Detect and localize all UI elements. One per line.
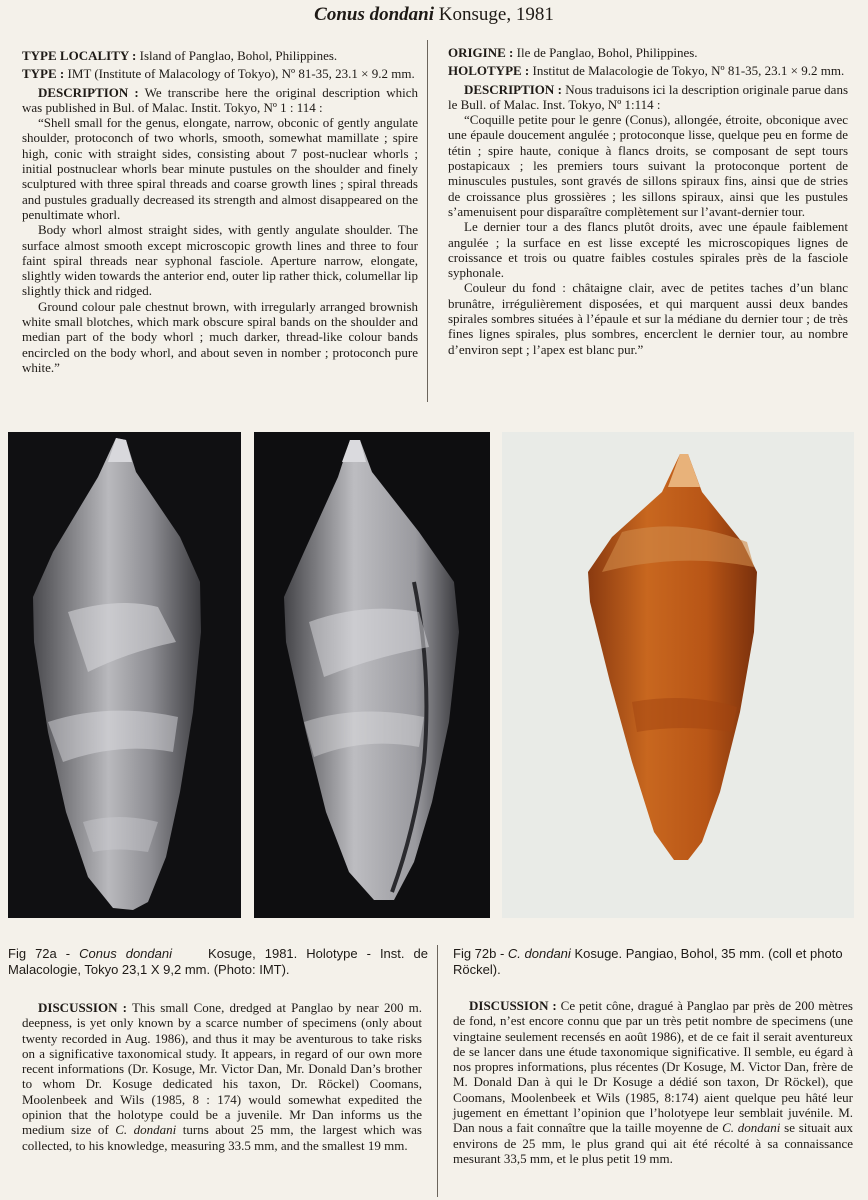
specimen-photo-color	[502, 432, 854, 918]
description-paragraph-fr: Couleur du fond : châtaigne clair, avec de petites taches d’un blanc brunâtre, irrégulièrement disposées, et qui marquent aussi deux bandes spirales sombres situées à l’épaule et sur la médiane du dernier tour ; de très fines lignes spirales, plus sombres, encerclent le dernier tour, au nombre d’environ sept ; l’apex est blanc pur.”	[448, 280, 848, 357]
english-column	[22, 48, 418, 375]
species-author: Konsuge, 1981	[438, 4, 554, 25]
type-locality: TYPE LOCALITY : Island of Panglao, Bohol, Philippines.	[22, 48, 338, 63]
description-paragraph: Ground colour pale chestnut brown, with irregularly arranged brownish white small blotches, which mark obscure spiral bands on the shoulder and median part of the body whorl ; much darker, thread-like colour bands encircled on the body whorl, and about seven in nomber ; protoconch pure white.”	[22, 298, 418, 375]
description-paragraph: Body whorl almost straight sides, with gently angulate shoulder. The surface almost smooth except microscopic growth lines and three to four faint spiral threads near syphonal fasciole. Aperture narrow, elongate, slightly widen towards the anterior end, outer lip rather thick, columellar lip slightly thick and ridged.	[22, 222, 418, 299]
discussion-french: DISCUSSION : Ce petit cône, dragué à Panglao par près de 200 mètres de fond, n’est encore connu que par un très petit nombre de specimens (une vingtaine seulement recensés en août 1986), et de ce fait il serait aventureux de se lancer dans une étude taxonomique significative. Il semble, eu égard à nos propres informations, plus récentes (Dr Kosuge, M. Victor Dan, frère de M. Donald Dan à qui le Dr Kosuge a dédié son taxon, Dr Röckel), que Coomans, Moolenbeek et Wils (1985, 8:174) aient quelque peu hâté leur jugement en émettant l’opinion que l’holotyepe leur semblait juvénile. M. Dan nous a fait connaître que la taille moyenne de C. dondani se situait aux environs de 25 mm, le plus grand qui ait été récolté à sa connaissance mesurant 33,5 mm, et le plus petit 19 mm.	[453, 998, 854, 1166]
holotype-photo-ventral	[254, 432, 490, 918]
description-paragraph-fr: “Coquille petite pour le genre (Conus), allongée, étroite, obconique avec une épaule doucement angulée ; protoconque lisse, quelque peu en forme de tétin ; spire haute, conique à flancs droits, se composant de sept tours postapicaux ; les premiers tours suivant la protoconque portent de minuscules pustules, sont gravés de sillons spiraux fins, ainsi que de stries de croissance plus grossières ; les sillons spiraux, ainsi que les pustules s’amenuisent pour disparaître complètement sur l’avant-dernier tour.	[448, 112, 848, 219]
column-divider-bottom	[437, 945, 438, 1197]
holotype-info: HOLOTYPE : Institut de Malacologie de Tokyo, Nº 81-35, 23.1 × 9.2 mm.	[448, 63, 845, 79]
species-name: Conus dondani	[314, 4, 435, 25]
discussion-english: DISCUSSION : This small Cone, dredged at Panglao by near 200 m. deepness, is yet only known by a scarce number of specimens (only about twenty recorded in Aug. 1986), and thus it may be aventurous to take risks on a significative taxonomical study. It appears, in regard of our own more recent informations (Dr. Kosuge, Mr. Victor Dan, Mr. Donald Dan’s brother to whom Dr. Kosuge dedicated his taxon, Dr. Röckel) Coomans, Moolenbeek and Wils (1985, 8 : 174) would somewhat expedited the opinion that the holotype could be a juvenile. Mr Dan informs us the medium size of C. dondani turns about 25 mm, the largest which was collected, to his knowledge, measuring 33.5 mm, and the smallest 19 mm.	[22, 1000, 423, 1153]
column-divider-top	[427, 40, 428, 402]
origine: ORIGINE : Ile de Panglao, Bohol, Philippines.	[448, 45, 698, 60]
page-title	[0, 2, 868, 28]
description-paragraph-fr: Le dernier tour a des flancs plutôt droits, avec une épaule faiblement angulée ; la surface en est lisse excepté les microscopiques lignes de croissance et trois ou quatre faibles costules spirales près de la fasciole syphonale.	[448, 219, 848, 281]
description-paragraph: “Shell small for the genus, elongate, narrow, obconic of gently angulate shoulder, protoconch of two whorls, smooth, somewhat mamillate ; spire high, conic with straight sides, consisting about 7 post-nuclear whorls ; initial postnuclear whorls bear minute pustules on the shoulder and finely sculptured with three spiral threads and coarse growth lines ; spiral threads and pustules gradually decreased its strength and almost disappeared on the penultimate whorl.	[22, 115, 418, 222]
type-info: TYPE : IMT (Institute of Malacology of Tokyo), Nº 81-35, 23.1 × 9.2 mm.	[22, 66, 415, 82]
figure-caption-72a: Fig 72a - Conus dondani Kosuge, 1981. Holotype - Inst. de Malacologie, Tokyo 23,1 X 9,2 mm. (Photo: IMT).	[8, 946, 428, 977]
description-intro: DESCRIPTION : We transcribe here the original description which was published in Bul. of Malac. Instit. Tokyo, Nº 1 : 114 :	[22, 84, 418, 115]
holotype-photo-dorsal	[8, 432, 241, 918]
french-column	[448, 45, 848, 357]
figure-caption-72b: Fig 72b - C. dondani Kosuge. Pangiao, Bohol, 35 mm. (coll et photo Röckel).	[453, 946, 843, 977]
description-intro-fr: DESCRIPTION : Nous traduisons ici la description originale parue dans le Bull. of Malac. Inst. Tokyo, Nº 1:114 :	[448, 81, 849, 112]
